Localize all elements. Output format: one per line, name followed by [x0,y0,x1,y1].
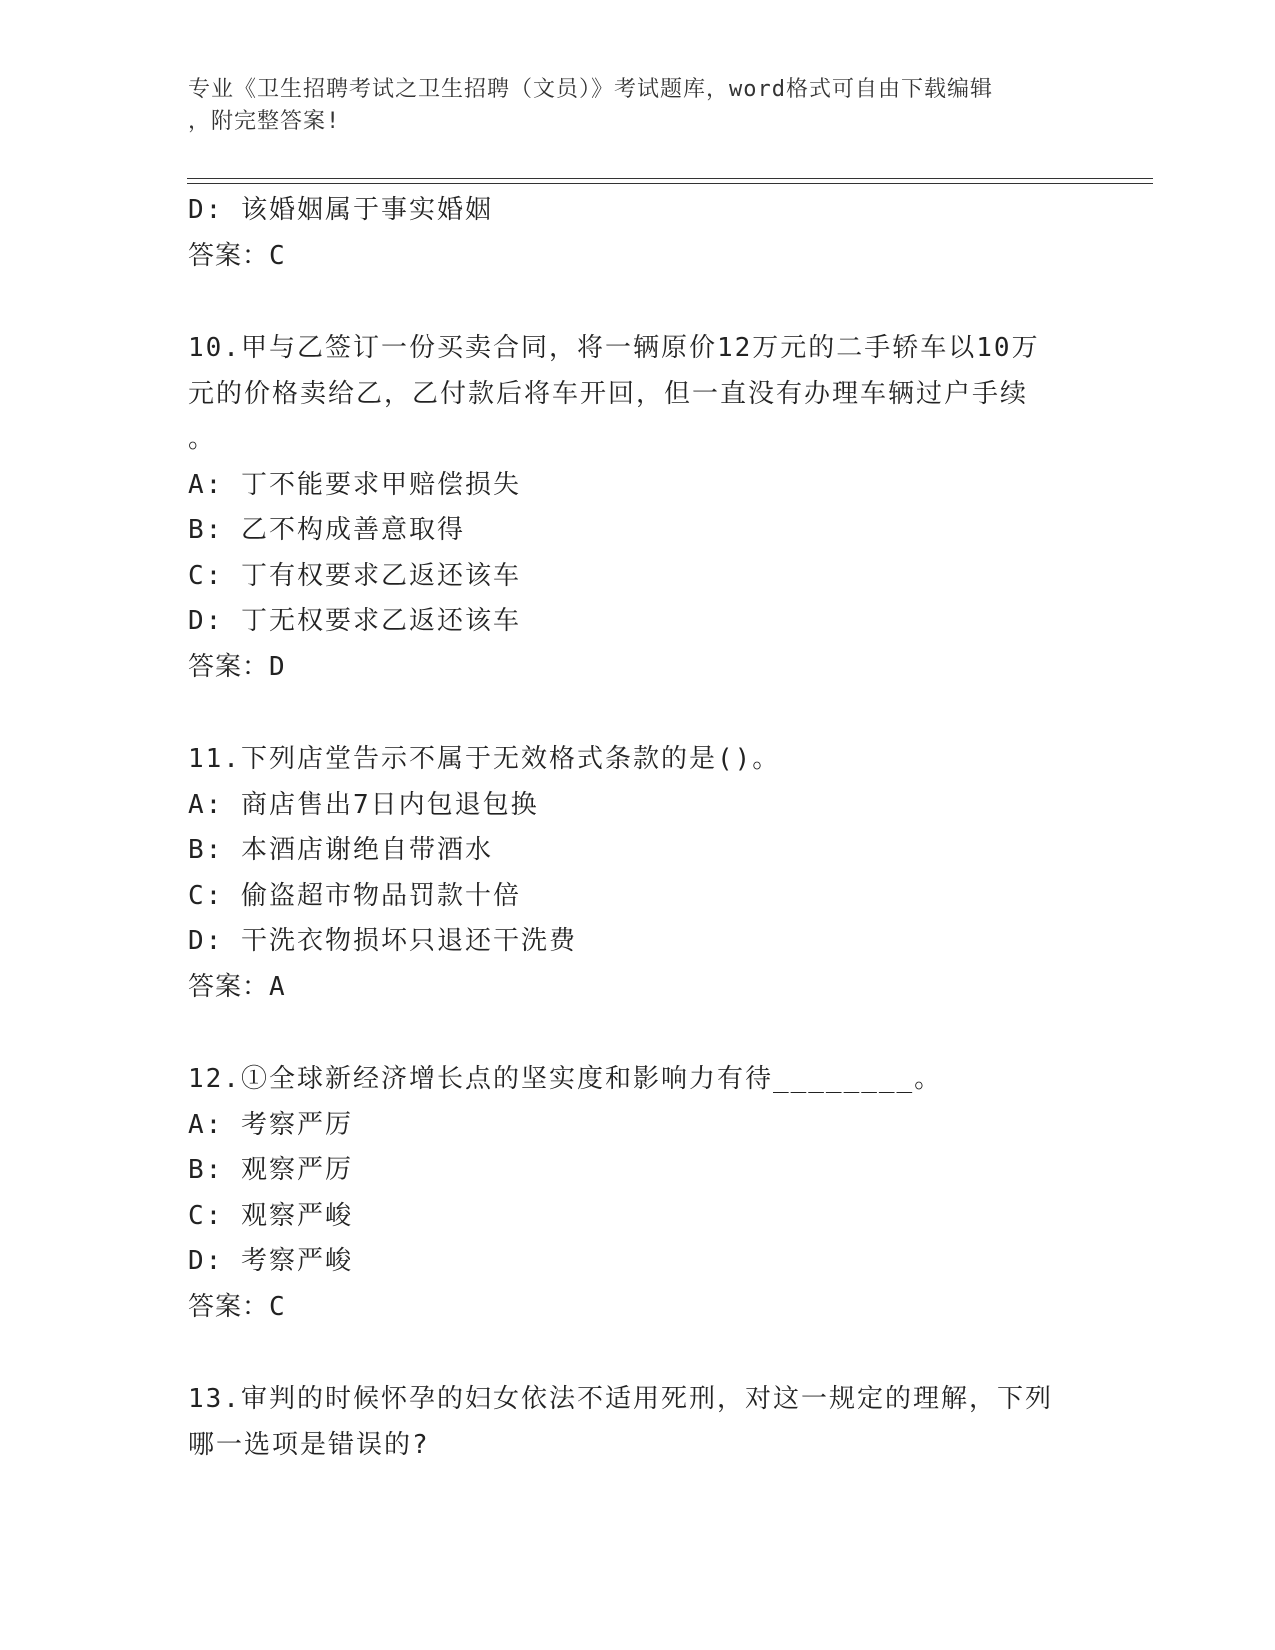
answer-line [188,645,1088,691]
question-stem-line: 10.甲与乙签订一份买卖合同，将一辆原价12万元的二手轿车以10万 [188,333,1040,363]
question-spacer [188,1330,1088,1377]
option-a: A: 商店售出7日内包退包换 [188,789,539,820]
option-b: B: 本酒店谢绝自带酒水 [188,835,493,865]
question-stem-line: 元的价格卖给乙，乙付款后将车开回，但一直没有办理车辆过户手续 [188,378,1029,409]
option-d: D: 丁无权要求乙返还该车 [188,606,521,636]
question-spacer [188,279,1088,326]
option-d: D: 该婚姻属于事实婚姻 [188,195,493,225]
answer-line [188,965,1088,1011]
option-c: C: 偷盗超市物品罚款十倍 [188,880,521,911]
option-b: B: 观察严厉 [188,1155,353,1185]
header-divider-bottom [187,183,1153,184]
option-c: C: 观察严峻 [188,1200,353,1231]
answer-value: D [269,651,287,682]
answer-value: C [269,240,287,271]
answer-label: 答案： [188,971,270,1002]
header-line-1: 专业《卫生招聘考试之卫生招聘（文员）》考试题库，word格式可自由下载编辑 [188,77,993,102]
option-d: D: 考察严峻 [188,1246,353,1276]
answer-value: C [269,1291,287,1322]
question-stem-line: 11.下列店堂告示不属于无效格式条款的是()。 [188,744,781,774]
question-stem-line: 。 [188,424,217,454]
question-stem-line: 12.①全球新经济增长点的坚实度和影响力有待________。 [188,1064,943,1094]
question-stem-line: 13.审判的时候怀孕的妇女依法不适用死刑，对这一规定的理解，下列 [188,1384,1053,1414]
question-9 [188,188,1088,279]
option-c: C: 丁有权要求乙返还该车 [188,560,521,591]
question-spacer [188,1010,1088,1057]
header-divider-top [187,178,1153,179]
question-11 [188,737,1088,1010]
question-stem-line: 哪一选项是错误的? [188,1429,430,1460]
answer-line [188,1285,1088,1331]
answer-line [188,234,1088,280]
answer-label: 答案： [188,651,270,682]
option-b: B: 乙不构成善意取得 [188,515,465,545]
header-line-2: ，附完整答案! [188,109,341,134]
question-10 [188,326,1088,690]
question-13 [188,1377,1088,1468]
answer-label: 答案： [188,240,270,271]
document-header [188,74,1068,138]
answer-label: 答案： [188,1291,270,1322]
option-d: D: 干洗衣物损坏只退还干洗费 [188,926,577,956]
question-spacer [188,690,1088,737]
answer-value: A [269,971,287,1002]
option-a: A: 丁不能要求甲赔偿损失 [188,469,521,500]
question-12 [188,1057,1088,1330]
option-a: A: 考察严厉 [188,1109,353,1140]
question-list [188,188,1088,1468]
